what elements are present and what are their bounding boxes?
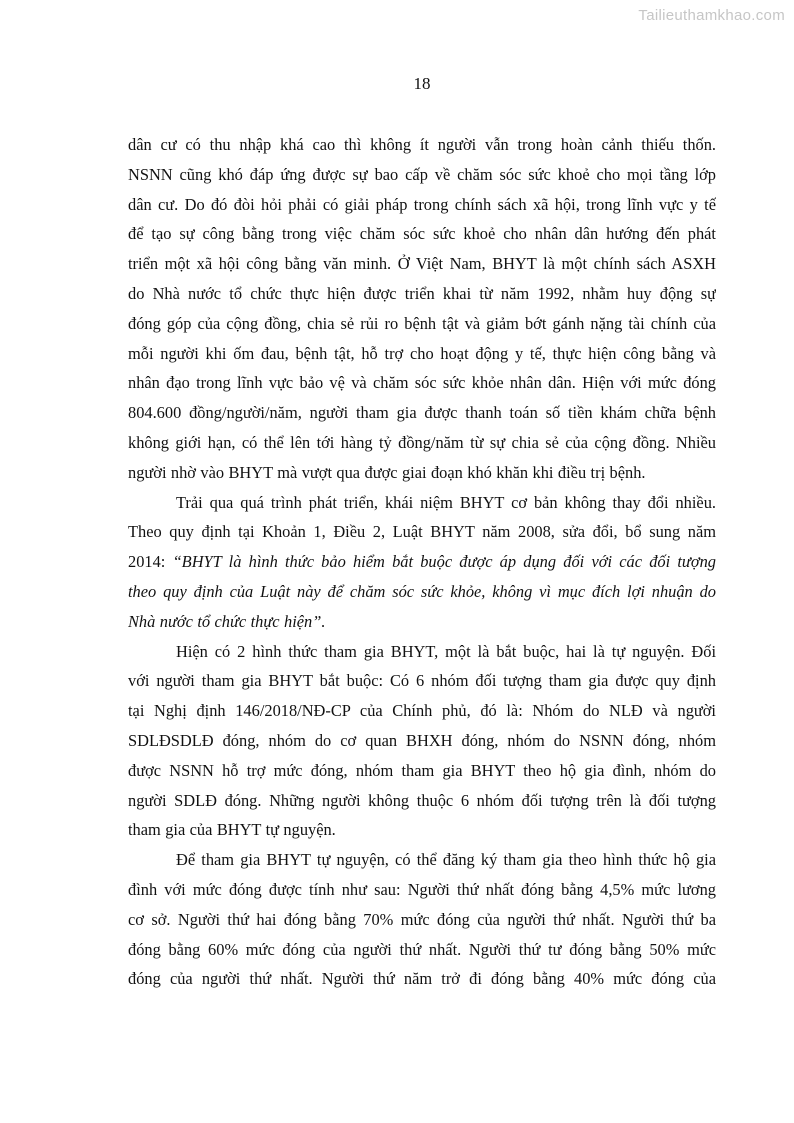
text-run: Để tham gia BHYT tự nguyện, có thể đăng ký tham gia theo hình thức hộ gia <box>176 850 716 870</box>
text-line <box>128 160 716 190</box>
text-run: theo quy định của Luật này để chăm sóc sức khỏe, không vì mục đích lợi nhuận do <box>128 581 716 601</box>
text-run: 2014: <box>128 552 173 572</box>
text-line <box>128 577 716 607</box>
text-run: “BHYT là hình thức bảo hiểm bắt buộc được áp dụng đối với các đối tượng <box>172 552 716 572</box>
text-line <box>128 249 716 279</box>
paragraph <box>128 488 716 637</box>
text-run: Hiện có 2 hình thức tham gia BHYT, một là bắt buộc, hai là tự nguyện. Đối <box>176 641 716 661</box>
text-line <box>128 666 716 696</box>
text-line <box>128 875 716 905</box>
text-run: cơ sở. Người thứ hai đóng bằng 70% mức đóng của người thứ nhất. Người thứ ba <box>128 909 716 929</box>
text-line <box>128 845 716 875</box>
text-line <box>128 398 716 428</box>
text-run: dân cư. Do đó đòi hỏi phải có giải pháp trong chính sách xã hội, trong lĩnh vực y tế <box>128 194 716 214</box>
text-run: Nhà nước tổ chức thực hiện”. <box>128 611 326 631</box>
text-run: đóng của người thứ nhất. Người thứ năm trở đi đóng bằng 40% mức đóng của <box>128 969 716 989</box>
text-run: với người tham gia BHYT bắt buộc: Có 6 nhóm đối tượng tham gia được quy định <box>128 671 716 691</box>
text-line <box>128 339 716 369</box>
text-line <box>128 428 716 458</box>
text-run: tham gia của BHYT tự nguyện. <box>128 820 336 840</box>
text-line <box>128 458 716 488</box>
text-run: Trải qua quá trình phát triển, khái niệm BHYT cơ bản không thay đổi nhiều. <box>176 492 716 512</box>
text-run: do Nhà nước tổ chức thực hiện được triển khai từ năm 1992, nhằm huy động sự <box>128 283 716 303</box>
page-number: 18 <box>413 74 431 93</box>
paragraph <box>128 637 716 846</box>
text-line <box>128 279 716 309</box>
text-run: dân cư có thu nhập khá cao thì không ít người vẫn trong hoàn cảnh thiếu thốn. <box>128 135 716 154</box>
text-line <box>128 488 716 518</box>
text-line <box>128 756 716 786</box>
text-line <box>128 607 716 637</box>
text-run: triển một xã hội công bằng văn minh. Ở Việt Nam, BHYT là một chính sách ASXH <box>128 254 716 274</box>
text-run: tại Nghị định 146/2018/NĐ-CP của Chính phủ, đó là: Nhóm do NLĐ và người <box>128 701 716 721</box>
text-run: 804.600 đồng/người/năm, người tham gia được thanh toán số tiền khám chữa bệnh <box>128 403 716 423</box>
watermark-text: Tailieuthamkhao.com <box>638 7 785 24</box>
text-line <box>128 219 716 249</box>
text-run: NSNN cũng khó đáp ứng được sự bao cấp về chăm sóc sức khoẻ cho mọi tầng lớp <box>128 164 716 184</box>
text-line <box>128 547 716 577</box>
paragraph <box>128 130 716 488</box>
text-run: Theo quy định tại Khoản 1, Điều 2, Luật BHYT năm 2008, sửa đổi, bổ sung năm <box>128 522 716 542</box>
text-line <box>128 726 716 756</box>
text-line <box>128 517 716 547</box>
text-line <box>128 190 716 220</box>
paragraph <box>128 845 716 994</box>
text-run: SDLĐSDLĐ đóng, nhóm do cơ quan BHXH đóng, nhóm do NSNN đóng, nhóm <box>128 730 716 750</box>
text-line <box>128 696 716 726</box>
text-run: được NSNN hỗ trợ mức đóng, nhóm tham gia BHYT theo hộ gia đình, nhóm do <box>128 760 716 780</box>
text-line <box>128 637 716 667</box>
text-run: người SDLĐ đóng. Những người không thuộc 6 nhóm đối tượng trên là đối tượng <box>128 790 716 810</box>
text-run: người nhờ vào BHYT mà vượt qua được giai đoạn khó khăn khi điều trị bệnh. <box>128 462 646 482</box>
text-run: đóng bằng 60% mức đóng của người thứ nhất. Người thứ tư đóng bằng 50% mức <box>128 939 716 959</box>
text-line <box>128 815 716 845</box>
text-run: nhân đạo trong lĩnh vực bảo vệ và chăm sóc sức khỏe nhân dân. Hiện với mức đóng <box>128 373 716 393</box>
text-line <box>128 905 716 935</box>
text-run: mỗi người khi ốm đau, bệnh tật, hỗ trợ cho hoạt động y tế, thực hiện công bằng và <box>128 343 716 363</box>
text-run: để tạo sự công bằng trong việc chăm sóc sức khoẻ cho nhân dân hướng đến phát <box>128 224 716 244</box>
text-line <box>128 964 716 994</box>
text-run: đóng góp của cộng đồng, chia sẻ rủi ro bệnh tật và giảm bớt gánh nặng tài chính của <box>128 313 716 333</box>
text-run: không giới hạn, có thể lên tới hàng tỷ đồng/năm từ sự chia sẻ của cộng đồng. Nhiều <box>128 432 716 452</box>
text-line <box>128 309 716 339</box>
document-body <box>128 130 716 994</box>
text-line <box>128 935 716 965</box>
text-line <box>128 130 716 160</box>
text-line <box>128 786 716 816</box>
text-run: đình với mức đóng được tính như sau: Người thứ nhất đóng bằng 4,5% mức lương <box>128 879 716 899</box>
text-line <box>128 368 716 398</box>
